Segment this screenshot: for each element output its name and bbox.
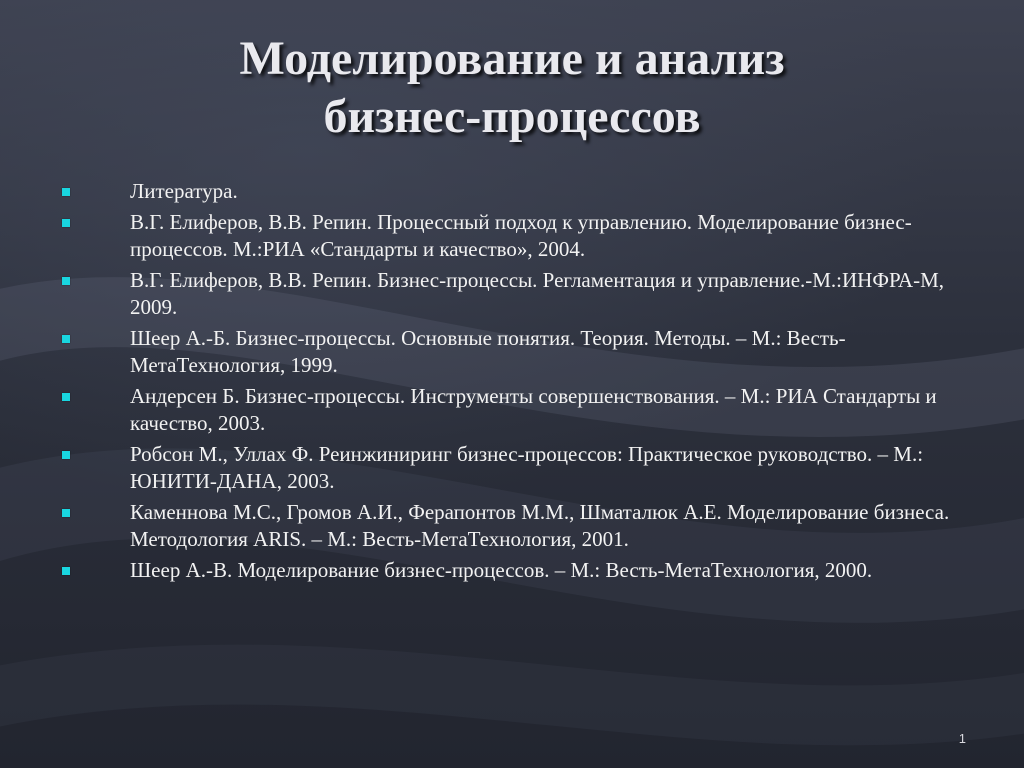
list-item	[62, 325, 962, 379]
square-bullet-icon	[62, 451, 70, 459]
list-item-text: Робсон М., Уллах Ф. Реинжиниринг бизнес-процессов: Практическое руководство. – М.: ЮНИТИ-ДАНА, 2003.	[130, 442, 924, 493]
list-item	[62, 267, 962, 321]
square-bullet-icon	[62, 277, 70, 285]
square-bullet-icon	[62, 509, 70, 517]
list-item-text: Андерсен Б. Бизнес-процессы. Инструменты совершенствования. – М.: РИА Стандарты и качество, 2003.	[130, 384, 937, 435]
list-item-text: Шеер А.-Б. Бизнес-процессы. Основные понятия. Теория. Методы. – М.: Весть-МетаТехнология, 1999.	[130, 326, 846, 377]
bullet-list	[62, 178, 962, 588]
list-item	[62, 383, 962, 437]
list-item-text: В.Г. Елиферов, В.В. Репин. Бизнес-процессы. Регламентация и управление.-М.:ИНФРА-М, 2009.	[130, 268, 945, 319]
list-item	[62, 441, 962, 495]
list-item	[62, 209, 962, 263]
list-item	[62, 178, 962, 205]
slide-title	[0, 30, 1024, 146]
square-bullet-icon	[62, 188, 70, 196]
list-item-text: Шеер А.-В. Моделирование бизнес-процессов. – М.: Весть-МетаТехнология, 2000.	[130, 558, 873, 582]
title-line-2: бизнес-процессов	[323, 90, 701, 143]
square-bullet-icon	[62, 219, 70, 227]
list-item	[62, 557, 962, 584]
list-item	[62, 499, 962, 553]
square-bullet-icon	[62, 335, 70, 343]
square-bullet-icon	[62, 393, 70, 401]
page-number: 1	[958, 731, 966, 746]
list-item-text: В.Г. Елиферов, В.В. Репин. Процессный подход к управлению. Моделирование бизнес-процессов. М.:РИА «Стандарты и качество», 2004.	[130, 210, 912, 261]
list-item-text: Литература.	[130, 179, 238, 203]
square-bullet-icon	[62, 567, 70, 575]
list-item-text: Каменнова М.С., Громов А.И., Ферапонтов М.М., Шматалюк А.Е. Моделирование бизнеса. Методология ARIS. – М.: Весть-МетаТехнология, 2001.	[130, 500, 950, 551]
title-line-1: Моделирование и анализ	[239, 32, 785, 85]
